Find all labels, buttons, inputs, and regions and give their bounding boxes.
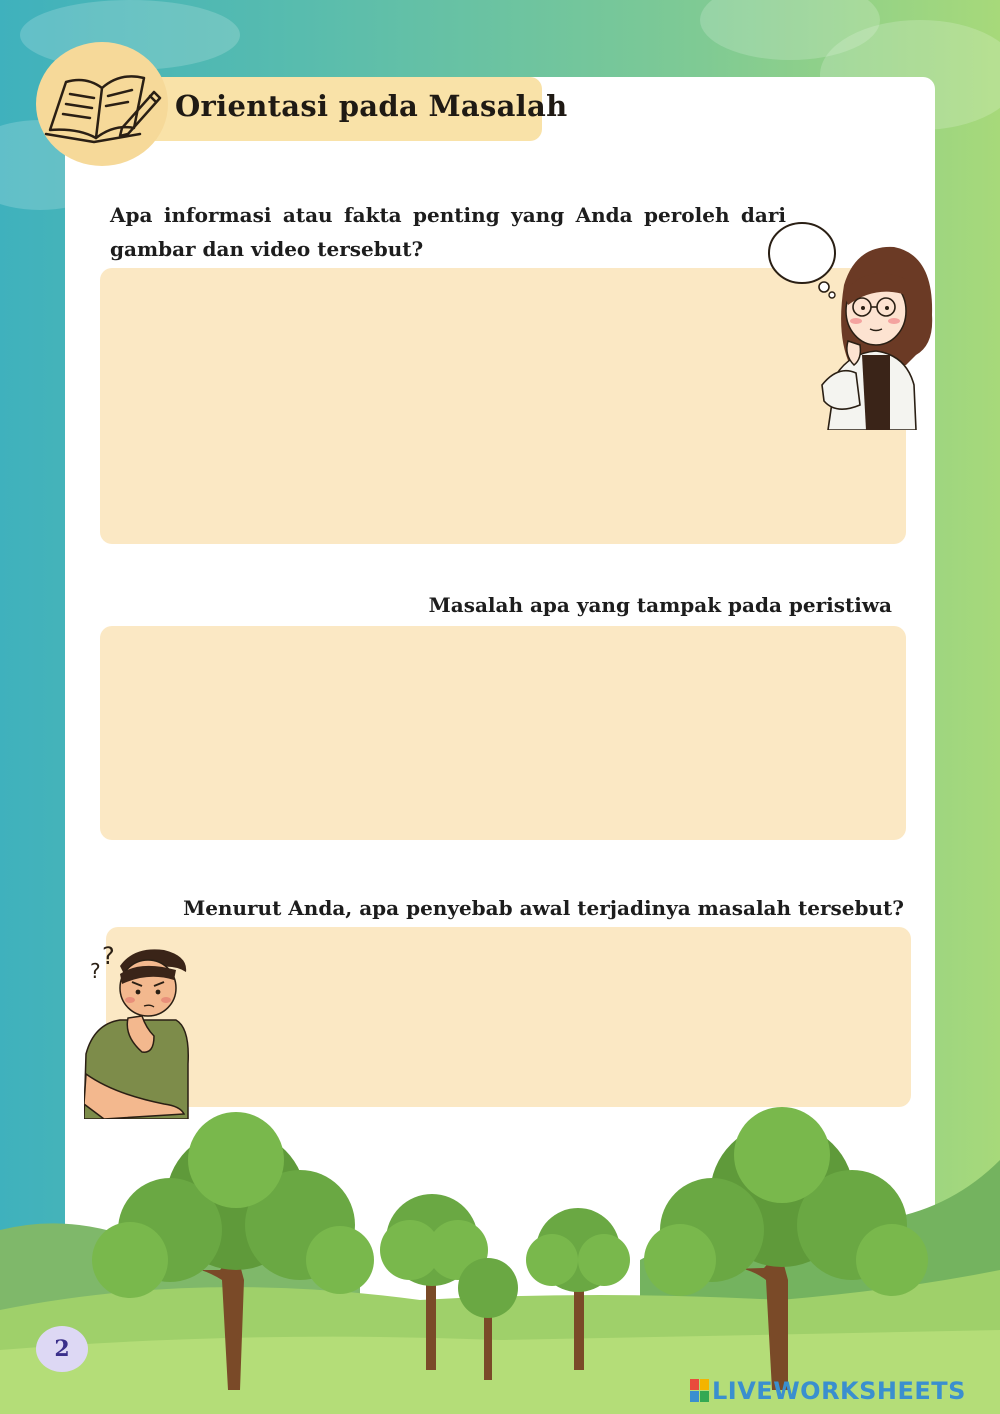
question-1: Apa informasi atau fakta penting yang Anda peroleh dari gambar dan video tersebut? (110, 203, 786, 261)
question-2: Masalah apa yang tampak pada peristiwa (428, 593, 892, 617)
landscape-illustration (0, 1100, 1000, 1414)
svg-text:?: ? (102, 944, 115, 970)
page-number-badge: 2 (36, 1326, 88, 1372)
answer-box-3[interactable] (106, 927, 911, 1107)
question-3: Menurut Anda, apa penyebab awal terjadinya masalah tersebut? (183, 896, 904, 920)
liveworksheets-logo-icon (690, 1379, 710, 1403)
header-icon-circle (36, 42, 168, 166)
svg-text:?: ? (90, 959, 101, 983)
answer-box-2[interactable] (100, 626, 906, 840)
open-book-pencil-icon (36, 42, 168, 166)
liveworksheets-logo (690, 1378, 990, 1404)
thinking-girl-illustration (766, 215, 936, 430)
thinking-boy-illustration (84, 944, 194, 1119)
page-title: Orientasi pada Masalah (175, 89, 568, 123)
brand-name: LIVEWORKSHEETS (712, 1377, 966, 1405)
